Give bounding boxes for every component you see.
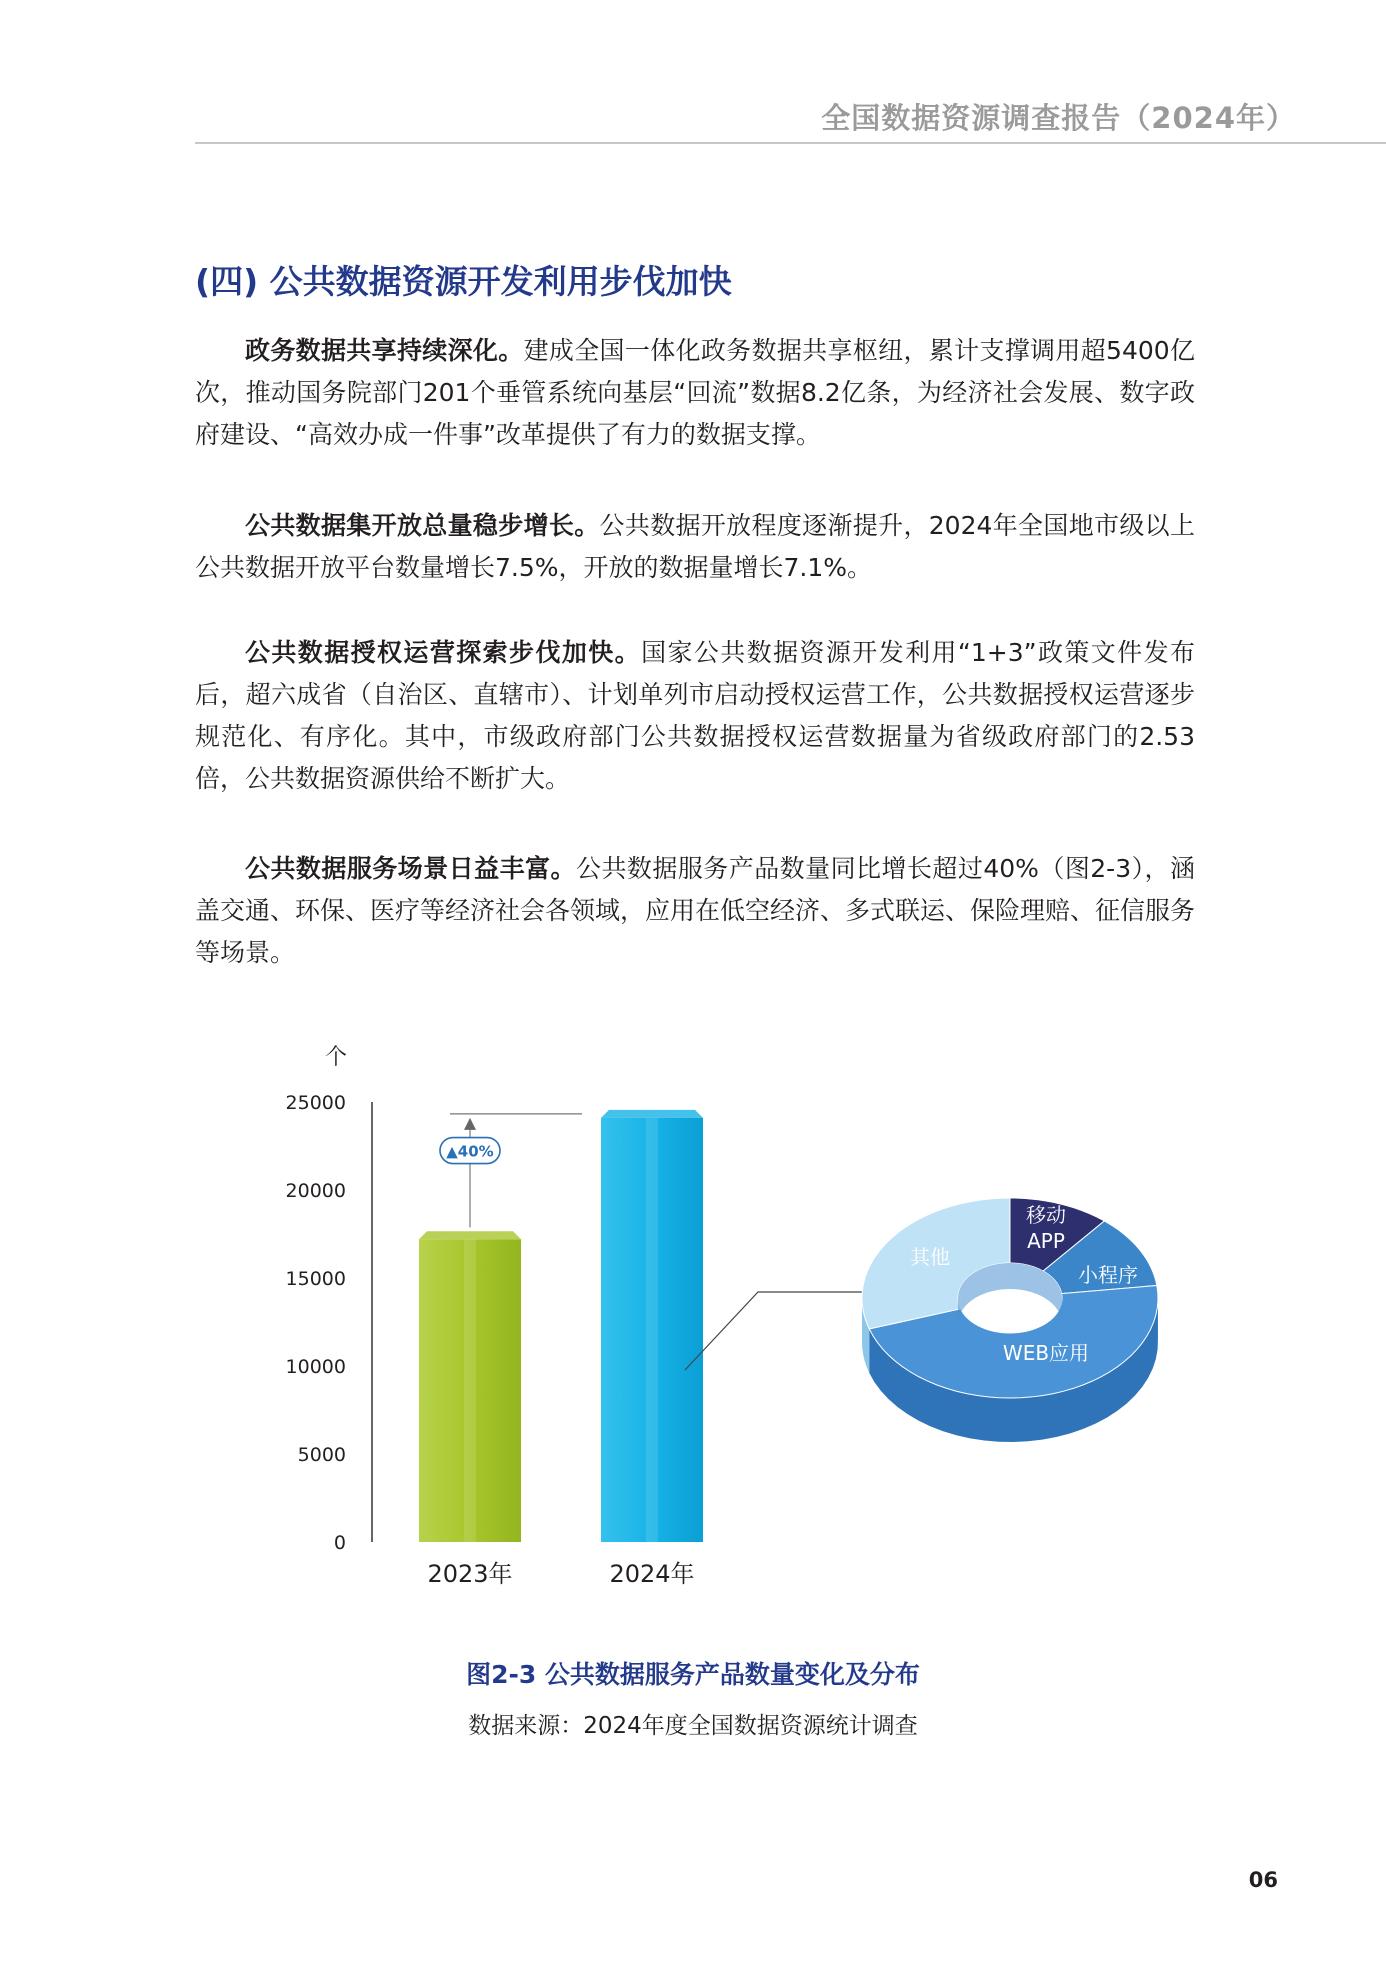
y-tick-label: 25000: [285, 1092, 346, 1114]
y-tick-label: 15000: [285, 1268, 346, 1290]
paragraph-authorized-operation: [195, 632, 1195, 800]
donut-label: 移动: [1026, 1203, 1066, 1227]
callout-line: [685, 1292, 862, 1370]
y-axis-ticks: [286, 1092, 346, 1554]
x-category-label: 2024年: [609, 1560, 695, 1588]
growth-label: ▲40%: [446, 1142, 494, 1161]
report-title: 全国数据资源调查报告（2024年）: [821, 101, 1296, 135]
bar-highlight: [464, 1239, 476, 1542]
paragraph-body: 建成全国一体化政务数据共享枢纽，累计支撑调用超5400亿次，推动国务院部门201个垂管系统向基层“回流”数据8.2亿条，为经济社会发展、数字政府建设、“高效办成一件事”改革提供了有力的数据支撑。: [195, 336, 1195, 449]
figure-2-3: [0, 1030, 1386, 1630]
paragraph-body: 国家公共数据资源开发利用“1+3”政策文件发布后，超六成省（自治区、直辖市）、计划单列市启动授权运营工作，公共数据授权运营逐步规范化、有序化。其中，市级政府部门公共数据授权运营数据量为省级政府部门的2.53倍，公共数据资源供给不断扩大。: [195, 638, 1195, 793]
bar-highlight: [646, 1118, 658, 1542]
paragraph-lead: 公共数据服务场景日益丰富。: [245, 854, 576, 883]
paragraph-body: 公共数据服务产品数量同比增长超过40%（图2-3），涵盖交通、环保、医疗等经济社会各领域，应用在低空经济、多式联运、保险理赔、征信服务等场景。: [195, 854, 1196, 967]
paragraph-body: 公共数据开放程度逐渐提升，2024年全国地市级以上公共数据开放平台数量增长7.5%，开放的数据量增长7.1%。: [195, 511, 1195, 582]
data-source-note: 数据来源：2024年度全国数据资源统计调查: [468, 1713, 918, 1739]
paragraph-open-data: [195, 505, 1195, 589]
paragraph-lead: 公共数据集开放总量稳步增长。: [245, 511, 600, 540]
paragraph-lead: 公共数据授权运营探索步伐加快。: [245, 638, 642, 667]
donut-chart: [862, 1198, 1158, 1442]
y-axis-unit: 个: [324, 1045, 348, 1070]
donut-label: APP: [1027, 1229, 1065, 1253]
y-tick-label: 5000: [297, 1444, 346, 1466]
paragraph-service-scenarios: [195, 848, 1195, 974]
y-tick-label: 20000: [285, 1180, 346, 1202]
y-tick-label: 10000: [285, 1356, 346, 1378]
paragraph-lead: 政务数据共享持续深化。: [245, 336, 524, 365]
bar-series: [419, 1110, 703, 1542]
bar-top-face: [419, 1231, 521, 1239]
bar-top-face: [601, 1110, 703, 1118]
section-title: (四) 公共数据资源开发利用步伐加快: [195, 262, 732, 301]
figure-caption: 图2-3 公共数据服务产品数量变化及分布: [466, 1660, 920, 1689]
donut-label: 小程序: [1078, 1263, 1138, 1287]
x-category-label: 2023年: [427, 1560, 513, 1588]
donut-label: 其他: [910, 1245, 950, 1269]
y-tick-label: 0: [333, 1532, 346, 1554]
donut-label: WEB应用: [1002, 1341, 1090, 1365]
growth-annotation: [440, 1114, 582, 1227]
page-number: 06: [1248, 1868, 1278, 1892]
paragraph-gov-data-sharing: [195, 330, 1195, 456]
x-axis-labels: [427, 1560, 694, 1588]
header-divider: [195, 142, 1386, 144]
